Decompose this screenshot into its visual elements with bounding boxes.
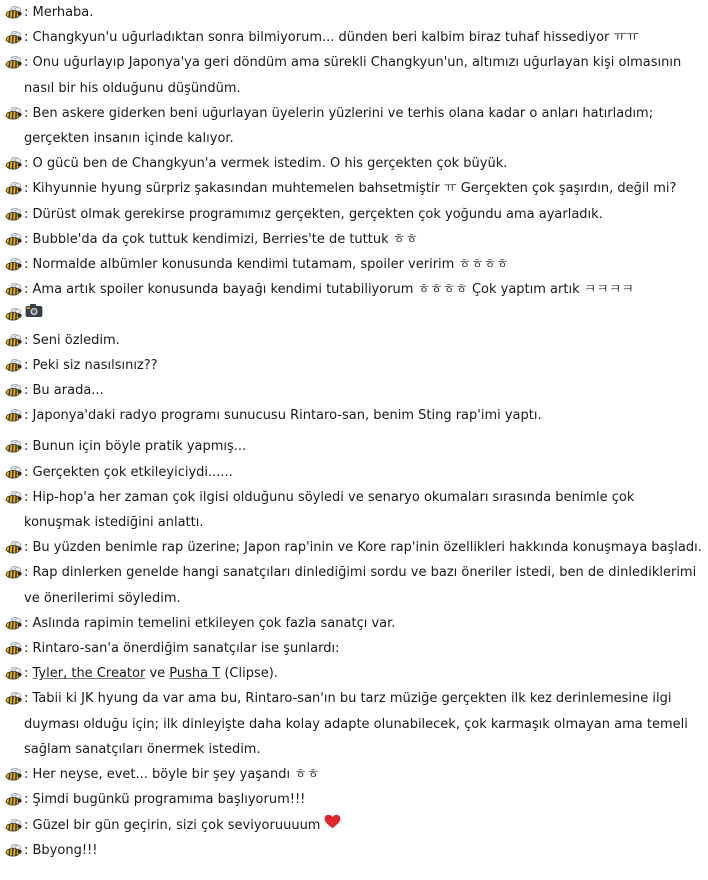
list-item — [4, 227, 704, 252]
message-text: : Hip-hop'a her zaman çok ilgisi olduğunu söyledi ve senaryo okumaları sırasında benimle çok konuşmak istediğini anlattı. — [24, 489, 635, 531]
hornet-icon — [4, 353, 24, 378]
hornet-icon — [4, 485, 24, 510]
list-item — [4, 101, 704, 151]
message-text: : Gerçekten çok etkileyiciydi...... — [24, 464, 233, 480]
message-text: : Bu arada... — [24, 383, 104, 399]
photo-message — [4, 302, 704, 327]
hornet-icon — [4, 302, 24, 327]
list-item — [4, 485, 704, 535]
hornet-icon — [4, 661, 24, 686]
message-text: : Japonya'daki radyo programı sunucusu Rintaro-san, benim Sting rap'imi yaptı. — [24, 408, 542, 424]
artists-message — [4, 661, 704, 686]
list-item — [4, 202, 704, 227]
hornet-icon — [4, 560, 24, 585]
message-text — [24, 813, 704, 838]
hornet-icon — [4, 252, 24, 277]
message-text-body: : Güzel bir gün geçirin, sizi çok seviyoruuuum — [24, 817, 321, 833]
list-item — [4, 378, 704, 403]
message-text: : Rap dinlerken genelde hangi sanatçıları dinlediğimi sordu ve bazı öneriler istedi, ben de dinlediklerimi ve önerilerimi söyledim. — [24, 565, 697, 606]
list-item — [4, 328, 704, 353]
message-text: : Seni özledim. — [24, 332, 120, 348]
artist-link-tyler[interactable]: Tyler, the Creator — [32, 666, 146, 682]
message-text: : Normalde albümler konusunda kendimi tutamam, spoiler veririm ㅎㅎㅎㅎ — [24, 257, 509, 273]
message-text: : Kihyunnie hyung sürpriz şakasından muhtemelen bahsetmiştir ㅠ Gerçekten çok şaşırdın, değil mi? — [24, 181, 677, 197]
list-item — [4, 25, 704, 50]
heart-icon — [324, 813, 341, 838]
list-item — [4, 353, 704, 378]
list-item — [4, 50, 704, 100]
message-text: : Bubble'da da çok tuttuk kendimizi, Berries'te de tuttuk ㅎㅎ — [24, 231, 418, 247]
hornet-icon — [4, 535, 24, 560]
hornet-icon — [4, 328, 24, 353]
camera-icon — [25, 302, 43, 327]
list-item — [4, 151, 704, 176]
hornet-icon — [4, 403, 24, 428]
hornet-icon — [4, 151, 24, 176]
list-item — [4, 813, 704, 838]
message-text: : Merhaba. — [24, 5, 94, 20]
hornet-icon — [4, 460, 24, 485]
hornet-icon — [4, 378, 24, 403]
artists-suffix: (Clipse). — [220, 666, 278, 682]
list-item — [4, 434, 704, 459]
list-item — [4, 176, 704, 201]
hornet-icon — [4, 25, 24, 50]
message-text: : Onu uğurlayıp Japonya'ya geri döndüm ama sürekli Changkyun'un, altımızı uğurlayan kişi olmasının nasıl bir his olduğunu düşündüm. — [24, 55, 682, 96]
list-item — [4, 686, 704, 762]
hornet-icon — [4, 101, 24, 126]
hornet-icon — [4, 686, 24, 711]
hornet-icon — [4, 202, 24, 227]
hornet-icon — [4, 813, 24, 838]
message-text: : O gücü ben de Changkyun'a vermek istedim. O his gerçekten çok büyük. — [24, 156, 508, 172]
list-item — [4, 636, 704, 661]
message-text: : Tabii ki JK hyung da var ama bu, Rintaro-san'ın bu tarz müziğe gerçekten ilk kez derinlemesine ilgi duyması olduğu için; ilk dinleyişte daha kolay adapte olunabilecek, çok karmaşık olmayan ama temeli sağlam sanatçıları önermek istedim. — [24, 691, 688, 757]
message-feed — [4, 0, 704, 863]
artists-joiner: ve — [145, 666, 170, 682]
message-text: : Aslında rapimin temelini etkileyen çok fazla sanatçı var. — [24, 615, 396, 631]
message-text: : Her neyse, evet... böyle bir şey yaşandı ㅎㅎ — [24, 767, 320, 783]
list-item — [4, 0, 704, 25]
message-text: : Bu yüzden benimle rap üzerine; Japon rap'inin ve Kore rap'inin özellikleri hakkında konuşmaya başladı. — [24, 540, 702, 556]
list-item — [4, 787, 704, 812]
hornet-icon — [4, 434, 24, 459]
hornet-icon — [4, 0, 24, 25]
list-item — [4, 611, 704, 636]
hornet-icon — [4, 762, 24, 787]
list-item — [4, 838, 704, 863]
message-text: : Peki siz nasılsınız?? — [24, 357, 158, 373]
list-item — [4, 535, 704, 560]
list-item — [4, 762, 704, 787]
hornet-icon — [4, 50, 24, 75]
message-text: : Ben askere giderken beni uğurlayan üyelerin yüzlerini ve terhis olana kadar o anları hatırladım; gerçekten insanın içinde kalıyor. — [24, 105, 654, 147]
message-text: : Changkyun'u uğurladıktan sonra bilmiyorum... dünden beri kalbim biraz tuhaf hissediyor ㅠㅠ — [24, 30, 639, 46]
message-text: : Rintaro-san'a önerdiğim sanatçılar ise şunlardı: — [24, 641, 340, 657]
list-item — [4, 460, 704, 485]
list-item — [4, 560, 704, 610]
hornet-icon — [4, 277, 24, 302]
hornet-icon — [4, 611, 24, 636]
list-item — [4, 252, 704, 277]
hornet-icon — [4, 227, 24, 252]
hornet-icon — [4, 636, 24, 661]
message-text: : Şimdi bugünkü programıma başlıyorum!!! — [24, 792, 306, 808]
hornet-icon — [4, 176, 24, 201]
list-item — [4, 277, 704, 302]
message-text: : Bbyong!!! — [24, 842, 98, 858]
hornet-icon — [4, 838, 24, 863]
artists-prefix: : — [24, 666, 33, 682]
message-text — [24, 661, 704, 686]
artist-link-pusha-t[interactable]: Pusha T — [169, 666, 221, 682]
list-item — [4, 403, 704, 428]
message-text: : Bunun için böyle pratik yapmış... — [24, 439, 247, 455]
message-text: : Ama artık spoiler konusunda bayağı kendimi tutabiliyorum ㅎㅎㅎㅎ Çok yaptım artık ㅋㅋㅋㅋ — [24, 282, 634, 298]
hornet-icon — [4, 787, 24, 812]
message-text: : Dürüst olmak gerekirse programımız gerçekten, gerçekten çok yoğundu ama ayarladık. — [24, 206, 603, 222]
